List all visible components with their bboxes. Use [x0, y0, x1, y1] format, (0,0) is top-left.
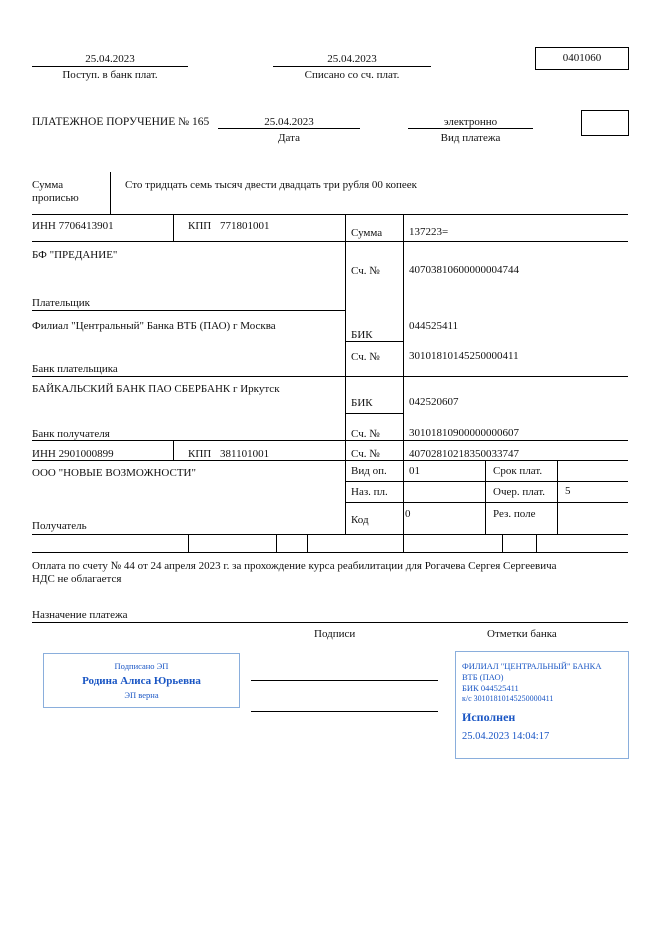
divider — [188, 534, 189, 552]
order-title: ПЛАТЕЖНОЕ ПОРУЧЕНИЕ № 165 — [32, 116, 210, 128]
op-type-label: Вид оп. — [351, 465, 387, 477]
payer-bank-account: 30101810145250000411 — [409, 350, 519, 362]
divider — [273, 66, 431, 67]
payer-bank-account-label: Сч. № — [351, 351, 380, 363]
payer-name: БФ "ПРЕДАНИЕ" — [32, 249, 118, 261]
divider — [403, 534, 404, 552]
payee-bank-bik-label: БИК — [351, 397, 373, 409]
bank-marks-label: Отметки банка — [487, 628, 557, 640]
bank-stamp — [455, 651, 629, 759]
payer-kpp-label: КПП — [188, 220, 212, 232]
payee-kpp: 381101001 — [220, 448, 270, 460]
reserve-label: Рез. поле — [493, 508, 536, 520]
divider — [502, 534, 503, 552]
bank-stamp-account: к/с 30101810145250000411 — [462, 694, 554, 703]
divider — [32, 622, 628, 623]
divider — [110, 172, 111, 214]
payee-bank-name: БАЙКАЛЬСКИЙ БАНК ПАО СБЕРБАНК г Иркутск — [32, 383, 280, 395]
priority-label: Очер. плат. — [493, 486, 546, 498]
divider — [345, 341, 403, 342]
divider — [307, 534, 308, 552]
amount-label: Сумма — [351, 227, 383, 239]
bank-stamp-status: Исполнен — [462, 710, 516, 724]
payee-account-label: Сч. № — [351, 448, 380, 460]
deadline-label: Срок плат. — [493, 465, 543, 477]
payee-bank-account: 30101810900000000607 — [409, 427, 519, 439]
divider — [32, 214, 628, 215]
purpose-line1: Оплата по счету № 44 от 24 апреля 2023 г. за прохождение курса реабилитации для Рогачева Сергея Сергеевича — [32, 560, 557, 572]
divider — [345, 502, 628, 503]
payee-bank-label: Банк получателя — [32, 428, 110, 440]
divider — [32, 460, 345, 461]
payee-inn: ИНН 2901000899 — [32, 448, 114, 460]
divider — [173, 440, 174, 460]
payee-bank-bik: 042520607 — [409, 396, 459, 408]
payer-label: Плательщик — [32, 297, 90, 309]
signature-line — [251, 711, 438, 712]
divider — [32, 310, 345, 311]
purpose-line2: НДС не облагается — [32, 573, 122, 585]
purpose-label: Назначение платежа — [32, 609, 128, 621]
divider — [536, 534, 537, 552]
date-debited: 25.04.2023 — [327, 53, 377, 65]
divider — [408, 128, 533, 129]
stamp-sign-name: Родина Алиса Юрьевна — [82, 675, 201, 687]
divider — [32, 552, 628, 553]
bank-stamp-bik: БИК 044525411 — [462, 683, 519, 693]
bank-stamp-datetime: 25.04.2023 14:04:17 — [462, 731, 550, 742]
payer-bank-bik: 044525411 — [409, 320, 459, 332]
payer-bank-bik-label: БИК — [351, 329, 373, 341]
divider — [32, 241, 345, 242]
divider — [32, 376, 628, 377]
amount-value: 137223= — [409, 226, 449, 238]
purpose-code-label: Наз. пл. — [351, 486, 388, 498]
payer-kpp: 771801001 — [220, 220, 270, 232]
divider — [173, 214, 174, 241]
divider — [557, 460, 558, 534]
divider — [32, 66, 188, 67]
date-debited-label: Списано со сч. плат. — [304, 69, 400, 81]
divider — [485, 460, 486, 534]
date-received-label: Поступ. в банк плат. — [62, 69, 158, 81]
order-date-label: Дата — [278, 132, 300, 144]
stamp-sign-title: Подписано ЭП — [114, 661, 169, 671]
date-received: 25.04.2023 — [85, 53, 135, 65]
form-code — [535, 47, 629, 70]
code-label: Код — [351, 514, 369, 526]
payee-name: ООО "НОВЫЕ ВОЗМОЖНОСТИ" — [32, 467, 196, 479]
payee-account: 40702810218350033747 — [409, 448, 519, 460]
bank-stamp-line2: ВТБ (ПАО) — [462, 672, 504, 682]
amount-words-label: Сумма прописью — [32, 179, 79, 204]
payer-account-label: Сч. № — [351, 265, 380, 277]
empty-code-box — [581, 110, 629, 136]
stamp-sign-status: ЭП верна — [124, 690, 159, 700]
payer-account: 40703810600000004744 — [409, 264, 519, 276]
divider — [276, 534, 277, 552]
divider — [403, 214, 404, 534]
divider — [218, 128, 360, 129]
signature-line — [251, 680, 438, 681]
divider — [345, 214, 346, 534]
amount-words: Сто тридцать семь тысяч двести двадцать три рубля 00 копеек — [125, 179, 417, 191]
signature-stamp — [43, 653, 240, 708]
divider — [345, 413, 403, 414]
payee-kpp-label: КПП — [188, 448, 212, 460]
op-type: 01 — [409, 465, 420, 477]
payer-bank-label: Банк плательщика — [32, 363, 118, 375]
priority-value: 5 — [565, 485, 571, 497]
divider — [345, 241, 628, 242]
payment-kind-label: Вид платежа — [440, 132, 501, 144]
signatures-label: Подписи — [314, 628, 356, 640]
payee-bank-account-label: Сч. № — [351, 428, 380, 440]
form-code-value: 0401060 — [562, 52, 602, 64]
payment-kind: электронно — [443, 116, 498, 128]
divider — [32, 440, 628, 441]
payee-label: Получатель — [32, 520, 87, 532]
order-date: 25.04.2023 — [264, 116, 314, 128]
bank-stamp-line1: ФИЛИАЛ "ЦЕНТРАЛЬНЫЙ" БАНКА — [462, 661, 602, 671]
payer-inn: ИНН 7706413901 — [32, 220, 114, 232]
divider — [345, 481, 628, 482]
code-value: 0 — [405, 508, 411, 520]
divider — [32, 534, 628, 535]
payer-bank-name: Филиал "Центральный" Банка ВТБ (ПАО) г Москва — [32, 320, 276, 332]
divider — [345, 460, 628, 461]
